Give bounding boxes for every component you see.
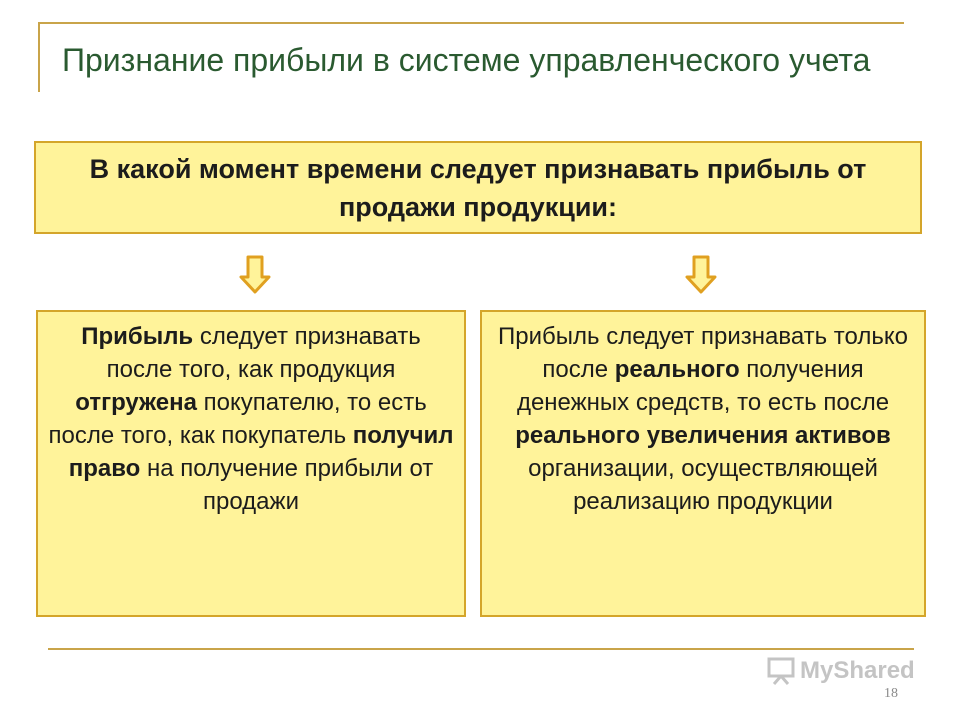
- right-box-text: Прибыль следует признавать только после: [498, 323, 908, 383]
- page-number: 18: [884, 686, 898, 701]
- left-rule: [38, 22, 40, 92]
- presentation-board-icon: [766, 656, 796, 686]
- left-box-text: покупателю, то есть после того, как покупатель: [48, 389, 427, 449]
- bottom-rule: [48, 648, 914, 650]
- down-arrow-icon: [684, 255, 718, 295]
- left-box-bold: отгружена: [75, 389, 197, 416]
- left-box: [36, 310, 466, 617]
- left-box-bold: получил право: [68, 422, 454, 482]
- right-box-bold: реального: [614, 356, 740, 383]
- right-box-bold: реального увеличения активов: [515, 422, 891, 449]
- top-rule: [40, 22, 904, 24]
- down-arrow-icon: [238, 255, 272, 295]
- watermark-text: MyShared: [800, 657, 915, 684]
- left-box-text: следует признавать после того, как продукция: [106, 323, 421, 383]
- slide-title: Признание прибыли в системе управленческого учета: [62, 42, 871, 78]
- question-text: В какой момент времени следует признавать прибыль от продажи продукции:: [89, 153, 867, 222]
- right-box-text: получения денежных средств, то есть после: [516, 356, 890, 416]
- watermark-logo: [766, 656, 915, 686]
- left-box-bold: Прибыль: [81, 323, 194, 350]
- right-box-text: организации, осуществляющей реализацию продукции: [528, 455, 878, 515]
- left-box-text: на получение прибыли от продажи: [140, 455, 434, 515]
- question-box: [34, 141, 922, 234]
- right-box: [480, 310, 926, 617]
